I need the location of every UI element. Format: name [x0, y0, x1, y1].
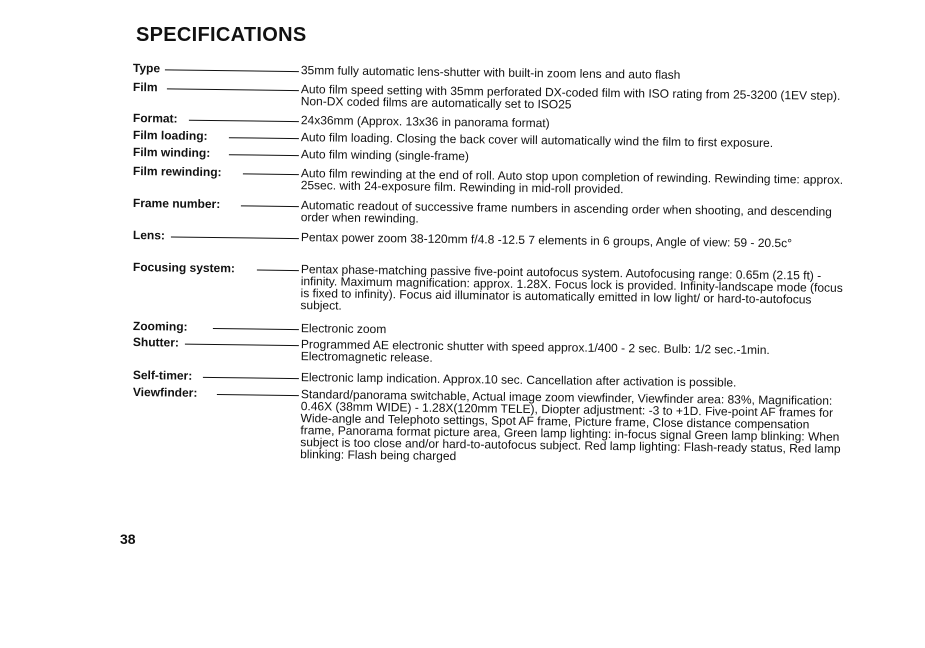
spec-value-type: 35mm fully automatic lens-shutter with built-in zoom lens and auto flash — [300, 63, 681, 82]
spec-frame-number — [132, 196, 853, 226]
leader-line — [229, 137, 299, 139]
spec-value-focusing-system: Pentax phase-matching passive five-point autofocus system. Autofocusing range: 0.65m (2.15 ft) - infinity. Maximum magnification: approx. 1.28X. Focus lock is provided. Infinity-landscape mode (focus is fixed to infinity). Focus aid illuminator is automatically emitted in low light/ or hard-to-autofocus subject. — [300, 262, 843, 313]
leader-line — [213, 328, 299, 330]
spec-film — [132, 80, 853, 112]
spec-label-viewfinder: Viewfinder: — [132, 385, 198, 400]
spec-label-type: Type — [132, 61, 161, 76]
spec-value-film: Auto film speed setting with 35mm perforated DX-coded film with ISO rating from 25-3200 (1EV step). Non-DX coded films are automatically set to ISO25 — [300, 82, 841, 112]
spec-value-zooming: Electronic zoom — [300, 321, 387, 337]
leader-line — [171, 236, 299, 239]
spec-lens — [132, 228, 853, 251]
spec-label-zooming: Zooming: — [132, 319, 188, 334]
spec-label-film-winding: Film winding: — [132, 145, 211, 160]
leader-line — [257, 270, 299, 272]
spec-value-self-timer: Electronic lamp indication. Approx.10 sec. Cancellation after activation is possible. — [300, 370, 737, 390]
spec-zooming — [132, 319, 853, 337]
spec-value-frame-number: Automatic readout of successive frame numbers in ascending order when shooting, and descending order when rewinding. — [300, 198, 832, 226]
spec-label-self-timer: Self-timer: — [132, 368, 193, 383]
spec-label-film: Film — [132, 80, 158, 95]
leader-line — [217, 394, 299, 396]
page-title: SPECIFICATIONS — [136, 24, 307, 46]
spec-film-rewinding — [132, 164, 853, 197]
spec-label-frame-number: Frame number: — [132, 196, 221, 212]
leader-line — [243, 173, 299, 175]
spec-value-film-rewinding: Auto film rewinding at the end of roll. Auto stop upon completion of rewinding. Rewinding time: approx. 25sec. with 24-exposure film. Rewinding in mid-roll provided. — [300, 166, 844, 197]
spec-label-focusing-system: Focusing system: — [132, 260, 236, 276]
leader-line — [185, 344, 299, 346]
spec-focusing-system — [132, 260, 853, 313]
spec-label-film-rewinding: Film rewinding: — [132, 164, 222, 180]
spec-label-lens: Lens: — [132, 228, 166, 243]
spec-value-film-winding: Auto film winding (single-frame) — [300, 147, 470, 164]
spec-label-film-loading: Film loading: — [132, 128, 208, 143]
spec-value-lens: Pentax power zoom 38-120mm f/4.8 -12.5 7 elements in 6 groups, Angle of view: 59 - 20.5c° — [300, 230, 793, 251]
spec-self-timer — [132, 368, 853, 390]
leader-line — [167, 88, 299, 91]
spec-label-format: Format: — [132, 111, 178, 126]
leader-line — [229, 154, 299, 156]
leader-line — [165, 69, 299, 72]
spec-value-film-loading: Auto film loading. Closing the back cover will automatically wind the film to first exposure. — [300, 130, 774, 151]
spec-type — [132, 61, 853, 82]
leader-line — [203, 377, 299, 379]
spec-value-viewfinder: Standard/panorama switchable, Actual image zoom viewfinder, Viewfinder area: 83%, Magnification: 0.46X (38mm WIDE) - 1.28X(120mm TELE), Diopter adjustment: -3 to +1D. Five-point AF frames for Wide-angle and Telephoto settings, Spot AF frame, Picture frame, Close distance compensation frame, Panorama format picture area, Green lamp lighting: in-focus signal Green lamp blinking: When subject is too close and/or hard-to-autofocus subject. Red lamp lighting: Flash-ready status, Red lamp blinking: Flash being charged — [300, 387, 841, 464]
leader-line — [189, 120, 299, 122]
leader-line — [241, 205, 299, 207]
spec-format — [132, 111, 853, 131]
spec-value-format: 24x36mm (Approx. 13x36 in panorama format) — [300, 113, 550, 131]
spec-label-shutter: Shutter: — [132, 335, 180, 350]
page-number: 38 — [120, 531, 136, 547]
spec-value-shutter: Programmed AE electronic shutter with speed approx.1/400 - 2 sec. Bulb: 1/2 sec.-1min. Electromagnetic release. — [300, 337, 770, 365]
